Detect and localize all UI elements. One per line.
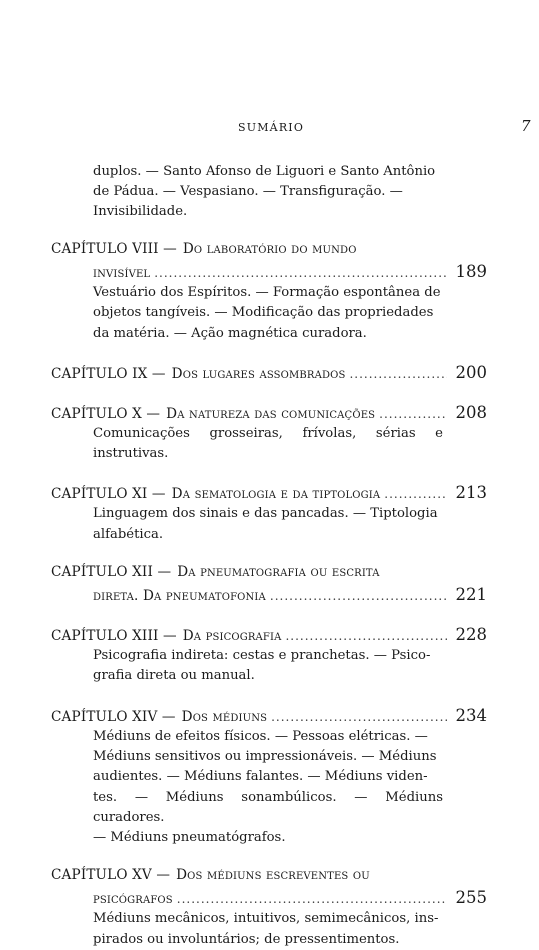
toc-entry-chapter-15 [51,867,487,950]
desc-line: tes. — Médiuns sonambúlicos. — Médiuns curadores. [93,789,443,825]
chapter-heading [51,625,487,646]
chapter-heading [51,241,487,262]
chapter-page-number: 213 [455,483,487,503]
chapter-heading-continuation [51,585,487,606]
chapter-description [93,504,443,545]
toc-entry-chapter-8 [51,241,487,344]
chapter-title-continued: psicógrafos [93,891,173,908]
chapter-title-continued: invisível [93,265,151,281]
chapter-page-number: 255 [455,888,487,908]
desc-line: Invisibilidade. [93,204,188,219]
chapter-heading [51,403,487,424]
desc-line: pirados ou involuntários; de pressentimentos. [93,931,400,947]
chapter-description [93,727,443,849]
dot-leader [349,367,447,381]
desc-line: — Médiuns pneumatógrafos. [93,830,286,846]
desc-line: grafia direta ou manual. [93,668,255,684]
desc-line: da matéria. — Ação magnética curadora. [93,325,367,341]
chapter-label: CAPÍTULO XII — [51,564,172,581]
chapter-label: CAPÍTULO XIII — [51,628,177,645]
toc-entry-chapter-11 [51,483,487,545]
toc-entry-chapter-13 [51,625,487,687]
dot-leader [285,629,447,643]
chapter-page-number: 208 [455,402,487,422]
chapter-title: Da psicografia [182,628,282,645]
chapter-heading-continuation [51,262,487,283]
desc-line: Médiuns de efeitos físicos. — Pessoas elétricas. — [93,728,428,744]
chapter-page-number: 234 [455,705,487,725]
continued-description [93,162,443,222]
dot-leader [271,710,447,724]
running-title: SUMÁRIO [238,121,305,134]
running-head [0,117,539,141]
chapter-page-number: 221 [455,585,487,605]
desc-line: Vestuário dos Espíritos. — Formação espontânea de [93,285,441,300]
chapter-heading [51,706,487,727]
chapter-label: CAPÍTULO X — [51,405,161,422]
chapter-title: Do laboratório do mundo [182,241,357,257]
dot-leader [384,487,447,501]
chapter-description [93,424,443,465]
chapter-heading [51,867,487,888]
chapter-page-number: 200 [455,362,487,382]
chapter-title-continued: direta. Da pneumatofonia [93,588,266,605]
desc-line: de Pádua. — Vespasiano. — Transfiguração. — [93,184,403,199]
desc-line: Médiuns mecânicos, intuitivos, semimecânicos, ins- [93,911,439,927]
desc-line: Psicografia indireta: cestas e pranchetas. — Psico- [93,648,431,664]
chapter-title: Da natureza das comunicações [166,405,376,422]
chapter-heading-continuation [51,888,487,909]
desc-line: Comunicações grosseiras, frívolas, sérias e instrutivas. [93,425,443,462]
toc-entry-chapter-12 [51,564,487,606]
chapter-label: CAPÍTULO XV — [51,867,171,884]
toc-entry-chapter-14 [51,706,487,849]
chapter-label: CAPÍTULO XIV — [51,708,176,725]
chapter-title: Dos lugares assombrados [171,365,346,382]
chapter-page-number: 189 [455,262,487,281]
desc-line: objetos tangíveis. — Modificação das propriedades [93,305,434,321]
chapter-label: CAPÍTULO VIII — [51,241,177,257]
desc-line: duplos. — Santo Afonso de Liguori e Santo Antônio [93,164,436,179]
dot-leader [270,589,447,603]
chapter-label: CAPÍTULO XI — [51,486,166,503]
chapter-title: Dos médiuns [181,708,268,725]
dot-leader [154,266,447,280]
chapter-description [93,283,443,344]
chapter-description [93,646,443,687]
chapter-heading [51,483,487,504]
chapter-title: Dos médiuns escreventes ou [176,867,370,884]
desc-line: audientes. — Médiuns falantes. — Médiuns viden- [93,769,428,785]
chapter-page-number: 228 [455,625,487,645]
chapter-description [93,909,443,950]
dot-leader [177,892,447,906]
toc-entry-chapter-9 [51,363,487,384]
chapter-title: Da pneumatografia ou escrita [177,564,380,581]
chapter-title: Da sematologia e da tiptologia [171,486,381,503]
dot-leader [379,407,447,421]
chapter-label: CAPÍTULO IX — [51,365,166,382]
page-number: 7 [521,117,531,135]
chapter-heading [51,363,487,384]
desc-line: Linguagem dos sinais e das pancadas. — Tiptologia [93,506,438,522]
chapter-heading [51,564,487,585]
toc-entry-chapter-10 [51,403,487,465]
desc-line: Médiuns sensitivos ou impressionáveis. — Médiuns [93,748,437,764]
table-of-contents [51,162,487,950]
desc-line: alfabética. [93,526,164,542]
